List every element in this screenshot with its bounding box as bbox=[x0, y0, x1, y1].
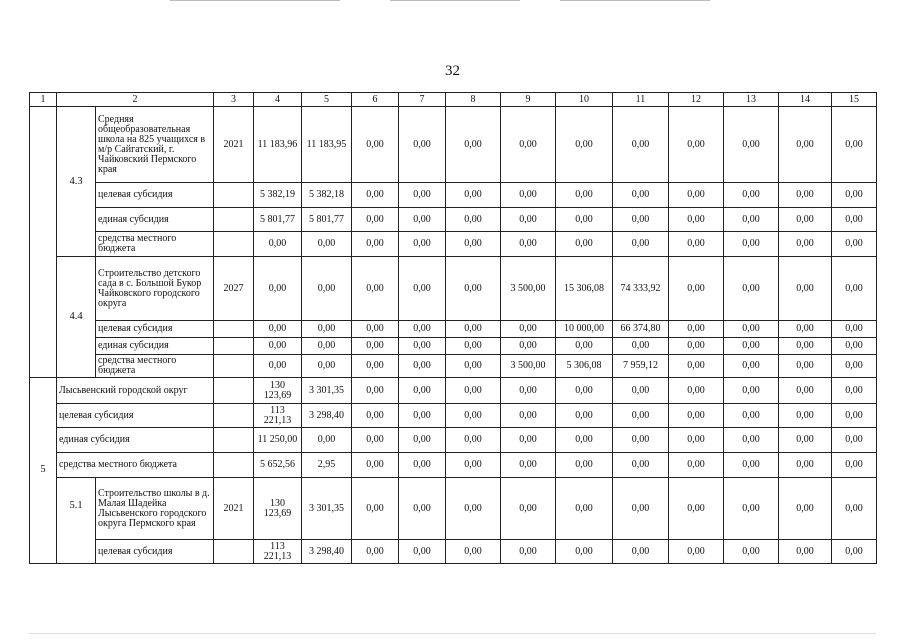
value-cell: 0,00 bbox=[352, 338, 399, 355]
value-cell: 10 000,00 bbox=[556, 321, 613, 338]
column-header: 10 bbox=[556, 93, 613, 107]
column-header: 15 bbox=[832, 93, 877, 107]
section-code: 5 bbox=[30, 378, 57, 564]
item-name: средства местного бюджета bbox=[96, 355, 214, 378]
value-cell: 0,00 bbox=[399, 404, 446, 428]
value-cell: 11 183,96 bbox=[254, 107, 302, 183]
year-cell-empty bbox=[214, 338, 254, 355]
value-cell: 0,00 bbox=[399, 355, 446, 378]
value-cell: 0,00 bbox=[613, 183, 669, 208]
value-cell: 66 374,80 bbox=[613, 321, 669, 338]
value-cell: 0,00 bbox=[724, 404, 779, 428]
value-cell: 0,00 bbox=[669, 478, 724, 540]
value-cell: 0,00 bbox=[613, 540, 669, 564]
value-cell: 0,00 bbox=[556, 404, 613, 428]
value-cell: 0,00 bbox=[501, 453, 556, 478]
value-cell: 0,00 bbox=[779, 208, 832, 232]
value-cell: 0,00 bbox=[669, 355, 724, 378]
value-cell: 0,00 bbox=[832, 321, 877, 338]
item-name: целевая субсидия bbox=[96, 321, 214, 338]
value-cell: 0,00 bbox=[779, 338, 832, 355]
value-cell: 0,00 bbox=[556, 208, 613, 232]
value-cell: 0,00 bbox=[724, 453, 779, 478]
value-cell: 2,95 bbox=[302, 453, 352, 478]
value-cell: 0,00 bbox=[724, 338, 779, 355]
value-cell: 0,00 bbox=[302, 232, 352, 257]
value-cell: 0,00 bbox=[613, 453, 669, 478]
table-row bbox=[30, 208, 877, 232]
value-cell: 5 652,56 bbox=[254, 453, 302, 478]
item-code: 4.3 bbox=[57, 107, 96, 257]
value-cell: 0,00 bbox=[446, 183, 501, 208]
table-row bbox=[30, 478, 877, 540]
item-code: 4.4 bbox=[57, 257, 96, 378]
value-cell: 0,00 bbox=[399, 183, 446, 208]
value-cell: 0,00 bbox=[613, 378, 669, 404]
value-cell: 0,00 bbox=[832, 378, 877, 404]
value-cell: 0,00 bbox=[501, 428, 556, 453]
value-cell: 0,00 bbox=[446, 107, 501, 183]
value-cell: 0,00 bbox=[724, 355, 779, 378]
column-header: 14 bbox=[779, 93, 832, 107]
value-cell: 0,00 bbox=[352, 257, 399, 321]
value-cell: 130 123,69 bbox=[254, 478, 302, 540]
item-name: Средняя общеобразовательная школа на 825 учащихся в м/р Сайгатский, г. Чайковский Пермского края bbox=[96, 107, 214, 183]
item-name: Строительство школы в д. Малая Шадейка Лысьвенского городского округа Пермского края bbox=[96, 478, 214, 540]
value-cell: 11 250,00 bbox=[254, 428, 302, 453]
value-cell: 74 333,92 bbox=[613, 257, 669, 321]
value-cell: 0,00 bbox=[724, 183, 779, 208]
value-cell: 3 301,35 bbox=[302, 378, 352, 404]
value-cell: 0,00 bbox=[399, 453, 446, 478]
value-cell: 0,00 bbox=[613, 107, 669, 183]
table-row bbox=[30, 453, 877, 478]
value-cell: 0,00 bbox=[832, 428, 877, 453]
year-cell-empty bbox=[214, 540, 254, 564]
value-cell: 0,00 bbox=[613, 428, 669, 453]
value-cell: 113 221,13 bbox=[254, 404, 302, 428]
table-row bbox=[30, 355, 877, 378]
scan-edge-line bbox=[170, 0, 340, 1]
item-name: целевая субсидия bbox=[96, 183, 214, 208]
value-cell: 0,00 bbox=[669, 404, 724, 428]
value-cell: 3 301,35 bbox=[302, 478, 352, 540]
item-name: средства местного бюджета bbox=[96, 232, 214, 257]
value-cell: 0,00 bbox=[556, 478, 613, 540]
value-cell: 11 183,95 bbox=[302, 107, 352, 183]
value-cell: 0,00 bbox=[832, 338, 877, 355]
value-cell: 0,00 bbox=[613, 208, 669, 232]
column-header: 3 bbox=[214, 93, 254, 107]
value-cell: 0,00 bbox=[724, 232, 779, 257]
value-cell: 3 500,00 bbox=[501, 355, 556, 378]
value-cell: 0,00 bbox=[501, 404, 556, 428]
value-cell: 0,00 bbox=[446, 540, 501, 564]
value-cell: 0,00 bbox=[832, 453, 877, 478]
value-cell: 0,00 bbox=[669, 107, 724, 183]
value-cell: 0,00 bbox=[613, 404, 669, 428]
value-cell: 0,00 bbox=[254, 338, 302, 355]
value-cell: 0,00 bbox=[501, 338, 556, 355]
column-header: 6 bbox=[352, 93, 399, 107]
value-cell: 0,00 bbox=[669, 232, 724, 257]
value-cell: 0,00 bbox=[352, 378, 399, 404]
value-cell: 0,00 bbox=[501, 183, 556, 208]
value-cell: 0,00 bbox=[832, 404, 877, 428]
value-cell: 0,00 bbox=[352, 208, 399, 232]
value-cell: 130 123,69 bbox=[254, 378, 302, 404]
value-cell: 0,00 bbox=[399, 428, 446, 453]
value-cell: 0,00 bbox=[254, 257, 302, 321]
value-cell: 0,00 bbox=[399, 232, 446, 257]
value-cell: 0,00 bbox=[669, 540, 724, 564]
value-cell: 0,00 bbox=[446, 428, 501, 453]
value-cell: 0,00 bbox=[669, 183, 724, 208]
value-cell: 0,00 bbox=[724, 208, 779, 232]
scan-edge-line bbox=[390, 0, 520, 1]
value-cell: 0,00 bbox=[724, 107, 779, 183]
value-cell: 0,00 bbox=[302, 428, 352, 453]
value-cell: 0,00 bbox=[556, 183, 613, 208]
value-cell: 0,00 bbox=[302, 338, 352, 355]
value-cell: 0,00 bbox=[724, 321, 779, 338]
value-cell: 0,00 bbox=[724, 428, 779, 453]
value-cell: 0,00 bbox=[669, 378, 724, 404]
value-cell: 5 801,77 bbox=[302, 208, 352, 232]
value-cell: 0,00 bbox=[446, 355, 501, 378]
value-cell: 0,00 bbox=[779, 183, 832, 208]
value-cell: 0,00 bbox=[779, 453, 832, 478]
value-cell: 5 306,08 bbox=[556, 355, 613, 378]
value-cell: 0,00 bbox=[779, 378, 832, 404]
value-cell: 7 959,12 bbox=[613, 355, 669, 378]
value-cell: 0,00 bbox=[352, 107, 399, 183]
value-cell: 0,00 bbox=[613, 478, 669, 540]
item-name: единая субсидия bbox=[96, 208, 214, 232]
year-cell-empty bbox=[214, 208, 254, 232]
table-row bbox=[30, 404, 877, 428]
item-name: целевая субсидия bbox=[57, 404, 214, 428]
value-cell: 0,00 bbox=[779, 321, 832, 338]
value-cell: 0,00 bbox=[352, 478, 399, 540]
value-cell: 0,00 bbox=[832, 478, 877, 540]
column-header: 4 bbox=[254, 93, 302, 107]
value-cell: 0,00 bbox=[254, 355, 302, 378]
scan-edge-line bbox=[560, 0, 710, 1]
value-cell: 0,00 bbox=[254, 232, 302, 257]
value-cell: 3 298,40 bbox=[302, 540, 352, 564]
value-cell: 0,00 bbox=[779, 404, 832, 428]
value-cell: 0,00 bbox=[669, 321, 724, 338]
header-row bbox=[30, 93, 877, 107]
value-cell: 0,00 bbox=[779, 540, 832, 564]
value-cell: 0,00 bbox=[669, 453, 724, 478]
value-cell: 0,00 bbox=[556, 428, 613, 453]
value-cell: 0,00 bbox=[779, 478, 832, 540]
column-header: 8 bbox=[446, 93, 501, 107]
table-row bbox=[30, 232, 877, 257]
value-cell: 0,00 bbox=[501, 540, 556, 564]
value-cell: 0,00 bbox=[399, 257, 446, 321]
column-header: 13 bbox=[724, 93, 779, 107]
year-cell-empty bbox=[214, 232, 254, 257]
value-cell: 113 221,13 bbox=[254, 540, 302, 564]
value-cell: 0,00 bbox=[501, 378, 556, 404]
column-header: 12 bbox=[669, 93, 724, 107]
table-row bbox=[30, 378, 877, 404]
value-cell: 0,00 bbox=[556, 378, 613, 404]
value-cell: 0,00 bbox=[779, 257, 832, 321]
value-cell: 0,00 bbox=[832, 257, 877, 321]
value-cell: 0,00 bbox=[613, 232, 669, 257]
value-cell: 0,00 bbox=[556, 453, 613, 478]
value-cell: 0,00 bbox=[302, 355, 352, 378]
value-cell: 0,00 bbox=[832, 183, 877, 208]
value-cell: 0,00 bbox=[501, 478, 556, 540]
value-cell: 0,00 bbox=[302, 321, 352, 338]
value-cell: 0,00 bbox=[724, 378, 779, 404]
value-cell: 0,00 bbox=[446, 338, 501, 355]
table-row bbox=[30, 257, 877, 321]
value-cell: 0,00 bbox=[399, 321, 446, 338]
value-cell: 0,00 bbox=[399, 107, 446, 183]
value-cell: 0,00 bbox=[669, 208, 724, 232]
value-cell: 0,00 bbox=[724, 478, 779, 540]
value-cell: 0,00 bbox=[352, 428, 399, 453]
item-name: Строительство детского сада в с. Большой Букор Чайковского городского округа bbox=[96, 257, 214, 321]
item-name: единая субсидия bbox=[57, 428, 214, 453]
value-cell: 0,00 bbox=[779, 107, 832, 183]
value-cell: 0,00 bbox=[352, 540, 399, 564]
value-cell: 0,00 bbox=[832, 232, 877, 257]
value-cell: 0,00 bbox=[832, 355, 877, 378]
item-name: целевая субсидия bbox=[96, 540, 214, 564]
value-cell: 0,00 bbox=[399, 540, 446, 564]
item-name: Лысьвенский городской округ bbox=[57, 378, 214, 404]
table-row bbox=[30, 107, 877, 183]
value-cell: 3 298,40 bbox=[302, 404, 352, 428]
value-cell: 0,00 bbox=[352, 321, 399, 338]
value-cell: 0,00 bbox=[446, 378, 501, 404]
value-cell: 0,00 bbox=[399, 378, 446, 404]
value-cell: 0,00 bbox=[352, 183, 399, 208]
year-cell-empty bbox=[214, 378, 254, 404]
year-cell-empty bbox=[214, 453, 254, 478]
value-cell: 0,00 bbox=[352, 232, 399, 257]
value-cell: 0,00 bbox=[501, 232, 556, 257]
table-row bbox=[30, 428, 877, 453]
value-cell: 0,00 bbox=[832, 107, 877, 183]
value-cell: 0,00 bbox=[446, 208, 501, 232]
value-cell: 0,00 bbox=[399, 208, 446, 232]
year-cell: 2027 bbox=[214, 257, 254, 321]
table-row bbox=[30, 338, 877, 355]
value-cell: 0,00 bbox=[501, 208, 556, 232]
year-cell: 2021 bbox=[214, 478, 254, 540]
table-row bbox=[30, 321, 877, 338]
value-cell: 0,00 bbox=[556, 107, 613, 183]
column-header: 1 bbox=[30, 93, 57, 107]
value-cell: 0,00 bbox=[779, 428, 832, 453]
item-name: средства местного бюджета bbox=[57, 453, 214, 478]
year-cell-empty bbox=[214, 355, 254, 378]
value-cell: 0,00 bbox=[669, 338, 724, 355]
value-cell: 0,00 bbox=[556, 338, 613, 355]
value-cell: 0,00 bbox=[446, 232, 501, 257]
column-header: 7 bbox=[399, 93, 446, 107]
value-cell: 0,00 bbox=[501, 107, 556, 183]
value-cell: 15 306,08 bbox=[556, 257, 613, 321]
value-cell: 0,00 bbox=[352, 404, 399, 428]
value-cell: 0,00 bbox=[724, 257, 779, 321]
value-cell: 0,00 bbox=[832, 540, 877, 564]
value-cell: 0,00 bbox=[779, 232, 832, 257]
column-header: 9 bbox=[501, 93, 556, 107]
value-cell: 5 382,18 bbox=[302, 183, 352, 208]
value-cell: 0,00 bbox=[446, 453, 501, 478]
value-cell: 0,00 bbox=[399, 338, 446, 355]
value-cell: 0,00 bbox=[352, 453, 399, 478]
item-name: единая субсидия bbox=[96, 338, 214, 355]
column-header: 11 bbox=[613, 93, 669, 107]
year-cell-empty bbox=[214, 183, 254, 208]
value-cell: 0,00 bbox=[556, 232, 613, 257]
budget-table bbox=[29, 92, 877, 564]
year-cell-empty bbox=[214, 404, 254, 428]
value-cell: 0,00 bbox=[779, 355, 832, 378]
group-cell-empty bbox=[30, 107, 57, 378]
value-cell: 5 801,77 bbox=[254, 208, 302, 232]
value-cell: 0,00 bbox=[446, 404, 501, 428]
page-number: 32 bbox=[445, 63, 460, 79]
table-row bbox=[30, 183, 877, 208]
value-cell: 0,00 bbox=[556, 540, 613, 564]
value-cell: 0,00 bbox=[446, 478, 501, 540]
column-header: 5 bbox=[302, 93, 352, 107]
value-cell: 0,00 bbox=[832, 208, 877, 232]
value-cell: 3 500,00 bbox=[501, 257, 556, 321]
year-cell-empty bbox=[214, 428, 254, 453]
year-cell-empty bbox=[214, 321, 254, 338]
value-cell: 0,00 bbox=[724, 540, 779, 564]
value-cell: 0,00 bbox=[254, 321, 302, 338]
value-cell: 0,00 bbox=[669, 257, 724, 321]
column-header: 2 bbox=[57, 93, 214, 107]
value-cell: 0,00 bbox=[399, 478, 446, 540]
value-cell: 0,00 bbox=[302, 257, 352, 321]
scan-edge-line bbox=[29, 633, 876, 634]
value-cell: 0,00 bbox=[446, 257, 501, 321]
value-cell: 0,00 bbox=[352, 355, 399, 378]
value-cell: 0,00 bbox=[501, 321, 556, 338]
year-cell: 2021 bbox=[214, 107, 254, 183]
value-cell: 0,00 bbox=[669, 428, 724, 453]
value-cell: 0,00 bbox=[613, 338, 669, 355]
table-row bbox=[30, 540, 877, 564]
value-cell: 0,00 bbox=[446, 321, 501, 338]
item-code: 5.1 bbox=[57, 478, 96, 564]
value-cell: 5 382,19 bbox=[254, 183, 302, 208]
